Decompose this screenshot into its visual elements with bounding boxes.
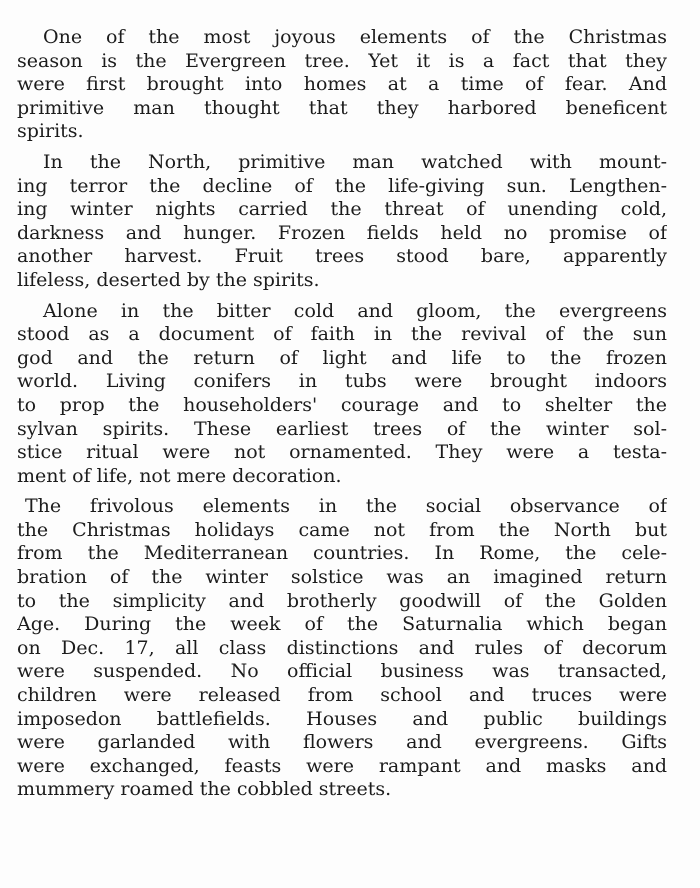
text-line: Age. During the week of the Saturnalia which began: [17, 613, 667, 636]
text-line: were exchanged, feasts were rampant and masks and: [17, 754, 667, 777]
text-line: imposedon battlefields. Houses and public buildings: [17, 707, 667, 730]
text-line: Alone in the bitter cold and gloom, the evergreens: [43, 299, 667, 322]
text-line: to prop the householders' courage and to shelter the: [17, 393, 667, 416]
text-line: children were released from school and truces were: [17, 684, 667, 707]
text-line: ing terror the decline of the life-giving sun. Lengthen-: [17, 174, 667, 197]
text-line: ing winter nights carried the threat of unending cold,: [17, 198, 667, 221]
paragraph-north: [17, 151, 667, 293]
text-line: primitive man thought that they harbored beneficent: [17, 96, 667, 119]
text-line: darkness and hunger. Frozen fields held no promise of: [17, 221, 667, 244]
paragraph-saturnalia: [17, 495, 667, 802]
text-line: bration of the winter solstice was an imagined return: [17, 566, 667, 589]
text-line: stice ritual were not ornamented. They were a testa-: [17, 441, 667, 464]
text-line: to the simplicity and brotherly goodwill of the Golden: [17, 589, 667, 612]
text-line: spirits.: [17, 120, 84, 143]
text-line: world. Living conifers in tubs were brought indoors: [17, 370, 667, 393]
text-line: The frivolous elements in the social observance of: [25, 495, 667, 518]
text-line: sylvan spirits. These earliest trees of the winter sol-: [17, 417, 667, 440]
text-line: from the Mediterranean countries. In Rome, the cele-: [17, 542, 667, 565]
text-line: the Christmas holidays came not from the North but: [17, 518, 667, 541]
text-line: stood as a document of faith in the revival of the sun: [17, 323, 667, 346]
text-line: ment of life, not mere decoration.: [17, 464, 342, 487]
text-line: In the North, primitive man watched with mount-: [43, 150, 667, 173]
text-line: on Dec. 17, all class distinctions and rules of decorum: [17, 636, 667, 659]
paragraph-evergreen-intro: [17, 26, 667, 144]
text-line: were suspended. No official business was transacted,: [17, 660, 667, 683]
text-line: were first brought into homes at a time of fear. And: [17, 73, 667, 96]
text-line: mummery roamed the cobbled streets.: [17, 778, 392, 801]
text-line: another harvest. Fruit trees stood bare, apparently: [17, 245, 667, 268]
text-line: season is the Evergreen tree. Yet it is a fact that they: [17, 49, 667, 72]
text-line: god and the return of light and life to the frozen: [17, 346, 667, 369]
text-line: lifeless, deserted by the spirits.: [17, 268, 320, 291]
text-line: were garlanded with flowers and evergreens. Gifts: [17, 731, 667, 754]
paragraph-evergreens-faith: [17, 300, 667, 489]
article-body: [17, 26, 667, 809]
text-line: One of the most joyous elements of the Christmas: [43, 26, 667, 48]
